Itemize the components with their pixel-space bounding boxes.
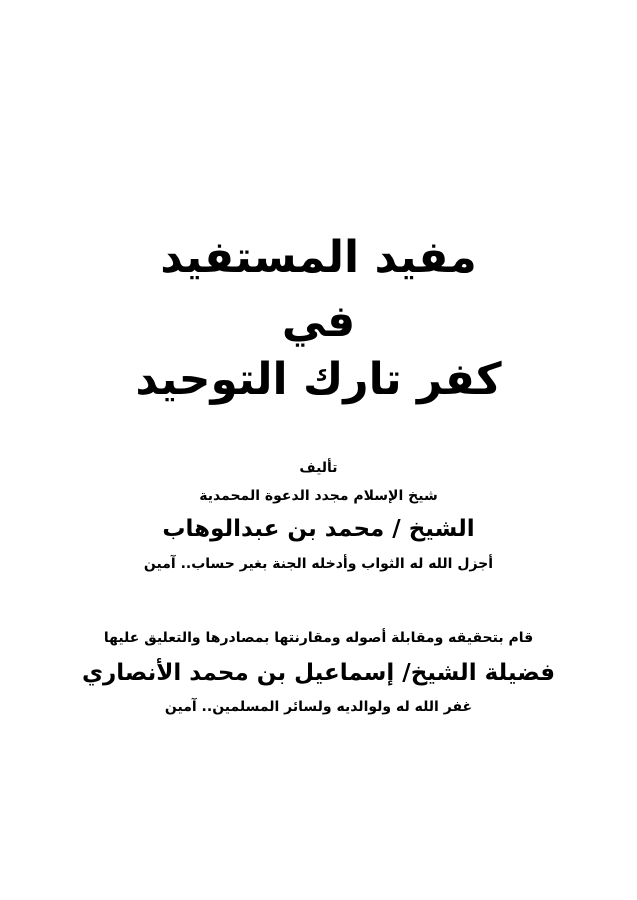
- authorship-label: تأليف: [299, 460, 338, 476]
- editor-name: فضيلة الشيخ/ إسماعيل بن محمد الأنصاري: [81, 660, 556, 686]
- editor-prayer: غفر الله له ولوالديه ولسائر المسلمين.. آمين: [164, 699, 473, 715]
- book-title-line-1: مفيد المستفيد: [160, 232, 477, 283]
- author-name: الشيخ / محمد بن عبدالوهاب: [162, 516, 475, 542]
- author-prayer: أجزل الله له الثواب وأدخله الجنة بغير حساب.. آمين: [143, 556, 494, 572]
- book-title-line-3: كفر تارك التوحيد: [135, 354, 502, 405]
- editor-description: قام بتحقيقه ومقابلة أصوله ومقارنتها بمصادرها والتعليق عليها: [103, 630, 534, 646]
- author-epithet: شيخ الإسلام مجدد الدعوة المحمدية: [199, 488, 438, 504]
- book-title-line-2: في: [281, 296, 356, 347]
